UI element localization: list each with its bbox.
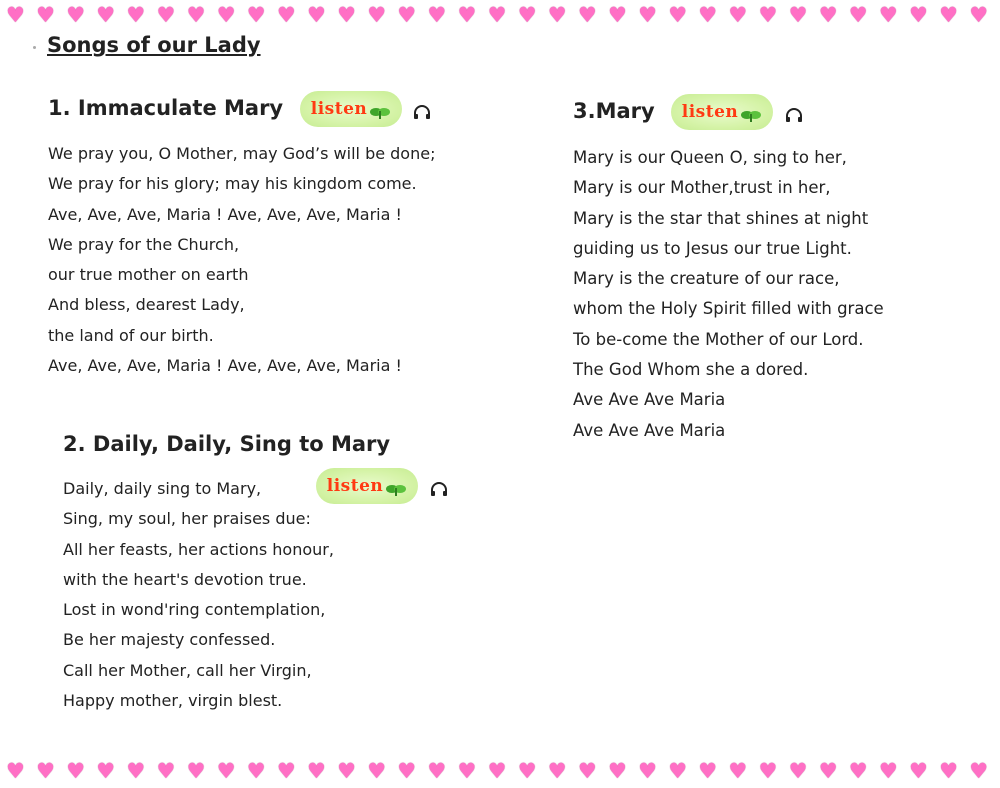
lyric-line: We pray for the Church, <box>48 234 240 254</box>
heart-icon: ♥ <box>276 3 296 27</box>
heart-icon: ♥ <box>397 759 417 783</box>
page-title: Songs of our Lady <box>47 33 261 57</box>
heart-icon: ♥ <box>276 759 296 783</box>
heart-icon: ♥ <box>427 759 447 783</box>
heart-icon: ♥ <box>517 759 537 783</box>
heart-border-bottom <box>0 756 1000 786</box>
bullet-dot <box>33 46 36 49</box>
heart-icon: ♥ <box>848 3 868 27</box>
heart-icon: ♥ <box>457 3 477 27</box>
song-title-mary: 3.Mary <box>573 99 655 123</box>
heart-icon: ♥ <box>969 759 989 783</box>
heart-icon: ♥ <box>909 759 928 783</box>
heart-icon: ♥ <box>668 759 688 783</box>
lyric-line: The God Whom she a dored. <box>573 360 809 380</box>
heart-icon: ♥ <box>878 3 898 27</box>
heart-icon: ♥ <box>246 3 266 27</box>
heart-icon: ♥ <box>878 759 898 783</box>
heart-icon: ♥ <box>216 3 236 27</box>
heart-icon: ♥ <box>758 759 778 783</box>
heart-icon: ♥ <box>186 759 206 783</box>
heart-icon: ♥ <box>818 3 838 27</box>
lyric-line: Ave Ave Ave Maria <box>573 390 726 410</box>
heart-border-top <box>0 0 1000 30</box>
heart-icon: ♥ <box>367 3 387 27</box>
heart-icon: ♥ <box>698 759 718 783</box>
lyric-line: guiding us to Jesus our true Light. <box>573 238 852 258</box>
heart-icon: ♥ <box>66 759 86 783</box>
heart-icon: ♥ <box>547 759 567 783</box>
heart-icon: ♥ <box>848 759 868 783</box>
heart-icon: ♥ <box>6 759 25 783</box>
heart-icon: ♥ <box>96 759 116 783</box>
heart-icon: ♥ <box>969 3 989 27</box>
lyric-line: with the heart's devotion true. <box>63 569 307 589</box>
heart-icon: ♥ <box>698 3 718 27</box>
lyric-line: To be-come the Mother of our Lord. <box>573 329 864 349</box>
lyric-line: We pray you, O Mother, may God’s will be done; <box>48 144 436 163</box>
listen-label: listen <box>310 99 368 119</box>
lyric-line: Lost in wond'ring contemplation, <box>63 600 326 620</box>
heart-icon: ♥ <box>788 759 808 783</box>
lyric-line: We pray for his glory; may his kingdom come. <box>48 174 417 194</box>
heart-icon: ♥ <box>156 759 176 783</box>
song-lyrics-2 <box>63 474 334 716</box>
lyric-line: Daily, daily sing to Mary, <box>63 479 262 498</box>
listen-button-song-3[interactable] <box>671 94 773 130</box>
headphones-icon[interactable] <box>430 481 448 497</box>
heart-icon: ♥ <box>307 3 326 27</box>
heart-icon: ♥ <box>577 3 597 27</box>
lyric-line: And bless, dearest Lady, <box>48 295 245 315</box>
heart-icon: ♥ <box>36 759 55 783</box>
song-lyrics-3 <box>573 143 884 446</box>
heart-icon: ♥ <box>638 759 657 783</box>
lyric-line: All her feasts, her actions honour, <box>63 539 334 559</box>
listen-label: listen <box>681 102 739 122</box>
heart-icon: ♥ <box>547 3 567 27</box>
lyric-line: our true mother on earth <box>48 265 249 285</box>
heart-icon: ♥ <box>818 759 838 783</box>
lyric-line: Mary is the creature of our race, <box>573 269 840 289</box>
heart-icon: ♥ <box>608 759 627 783</box>
heart-icon: ♥ <box>126 759 146 783</box>
sprout-icon <box>740 108 762 122</box>
lyric-line: Sing, my soul, her praises due: <box>63 509 311 529</box>
heart-icon: ♥ <box>126 3 146 27</box>
lyric-line: Ave, Ave, Ave, Maria ! Ave, Ave, Ave, Maria ! <box>48 356 402 376</box>
sprout-icon <box>385 482 407 496</box>
heart-icon: ♥ <box>427 3 447 27</box>
heart-icon: ♥ <box>216 759 236 783</box>
song-title-daily-daily: 2. Daily, Daily, Sing to Mary <box>63 432 391 456</box>
sprout-icon <box>369 105 391 119</box>
heart-icon: ♥ <box>728 759 748 783</box>
listen-label: listen <box>326 476 384 496</box>
song-title-immaculate-mary: 1. Immaculate Mary <box>48 96 284 120</box>
heart-icon: ♥ <box>96 3 116 27</box>
heart-icon: ♥ <box>337 3 356 27</box>
lyric-line: Mary is our Queen O, sing to her, <box>573 148 847 167</box>
lyric-line: Ave, Ave, Ave, Maria ! Ave, Ave, Ave, Maria ! <box>48 204 402 224</box>
lyric-line: Mary is the star that shines at night <box>573 208 869 228</box>
heart-icon: ♥ <box>517 3 537 27</box>
heart-icon: ♥ <box>758 3 778 27</box>
song-lyrics-1 <box>48 139 435 381</box>
heart-icon: ♥ <box>246 759 266 783</box>
heart-icon: ♥ <box>668 3 688 27</box>
heart-icon: ♥ <box>6 3 25 27</box>
heart-icon: ♥ <box>307 759 326 783</box>
heart-icon: ♥ <box>487 759 507 783</box>
heart-icon: ♥ <box>186 3 206 27</box>
heart-icon: ♥ <box>156 3 176 27</box>
heart-icon: ♥ <box>638 3 657 27</box>
listen-button-song-1[interactable] <box>300 91 402 127</box>
heart-icon: ♥ <box>939 759 958 783</box>
lyric-line: whom the Holy Spirit filled with grace <box>573 299 884 319</box>
lyric-line: Ave Ave Ave Maria <box>573 420 726 440</box>
heart-icon: ♥ <box>487 3 507 27</box>
lyric-line: Call her Mother, call her Virgin, <box>63 660 312 680</box>
heart-icon: ♥ <box>728 3 748 27</box>
heart-icon: ♥ <box>337 759 356 783</box>
heart-icon: ♥ <box>66 3 86 27</box>
lyric-line: the land of our birth. <box>48 325 214 345</box>
headphones-icon[interactable] <box>785 107 803 123</box>
lyric-line: Mary is our Mother,trust in her, <box>573 178 831 198</box>
heart-icon: ♥ <box>36 3 55 27</box>
heart-icon: ♥ <box>397 3 417 27</box>
heart-icon: ♥ <box>788 3 808 27</box>
heart-icon: ♥ <box>608 3 627 27</box>
heart-icon: ♥ <box>367 759 387 783</box>
heart-icon: ♥ <box>939 3 958 27</box>
lyric-line: Be her majesty confessed. <box>63 630 276 650</box>
heart-icon: ♥ <box>577 759 597 783</box>
heart-icon: ♥ <box>457 759 477 783</box>
headphones-icon[interactable] <box>413 104 431 120</box>
heart-icon: ♥ <box>909 3 928 27</box>
lyric-line: Happy mother, virgin blest. <box>63 691 283 711</box>
